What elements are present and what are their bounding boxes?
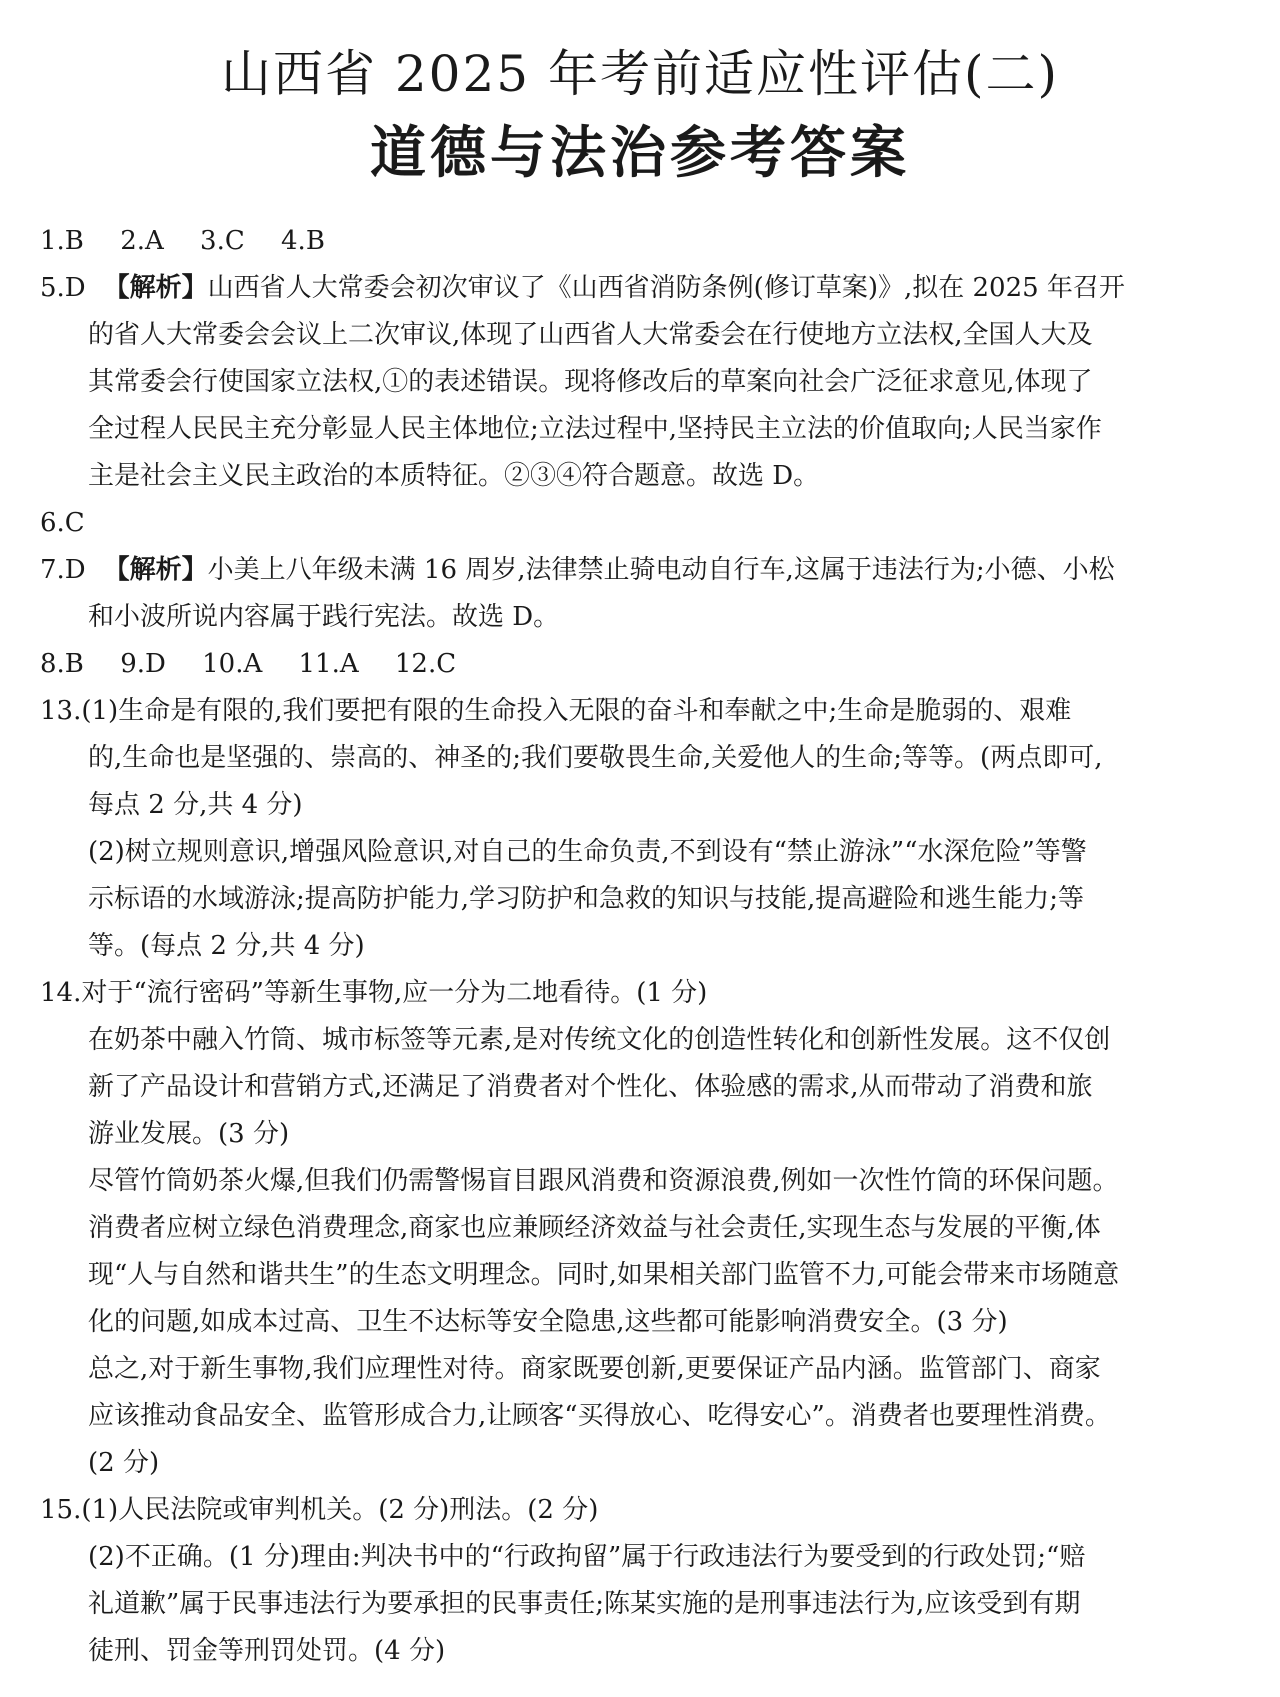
q5-text: 山西省人大常委会初次审议了《山西省消防条例(修订草案)》,拟在 2025 年召开	[207, 273, 1125, 303]
answer-item: 4.B	[281, 226, 325, 256]
q13-line-6: 等。(每点 2 分,共 4 分)	[88, 931, 365, 961]
q7-text: 小美上八年级未满 16 周岁,法律禁止骑电动自行车,这属于违法行为;小德、小松	[207, 555, 1115, 585]
answer-item: 3.C	[200, 226, 245, 256]
q13-line-2: 的,生命也是坚强的、崇高的、神圣的;我们要敬畏生命,关爱他人的生命;等等。(两点即可,	[88, 743, 1103, 773]
q5-line-5: 主是社会主义民主政治的本质特征。②③④符合题意。故选 D。	[88, 461, 820, 491]
q13-line-5: 示标语的水域游泳;提高防护能力,学习防护和急救的知识与技能,提高避险和逃生能力;等	[88, 884, 1085, 914]
q14-line-2: 在奶茶中融入竹筒、城市标签等元素,是对传统文化的创造性转化和创新性发展。这不仅创	[88, 1025, 1111, 1055]
q14-line-4: 游业发展。(3 分)	[88, 1119, 290, 1149]
q14-line-5: 尽管竹筒奶茶火爆,但我们仍需警惕盲目跟风消费和资源浪费,例如一次性竹筒的环保问题。	[88, 1166, 1119, 1196]
answer-item: 12.C	[394, 649, 457, 679]
q7-line-2: 和小波所说内容属于践行宪法。故选 D。	[88, 602, 560, 632]
answer-content	[40, 218, 1240, 1675]
q15-line-2: (2)不正确。(1 分)理由:判决书中的“行政拘留”属于行政违法行为要受到的行政处罚;“赔	[88, 1542, 1086, 1572]
q15-line-4: 徒刑、罚金等刑罚处罚。(4 分)	[88, 1636, 446, 1666]
q5-line-3: 其常委会行使国家立法权,①的表述错误。现将修改后的草案向社会广泛征求意见,体现了	[88, 367, 1093, 397]
answer-item: 10.A	[202, 649, 263, 679]
q14-number: 14.	[40, 978, 82, 1008]
q14-line-6: 消费者应树立绿色消费理念,商家也应兼顾经济效益与社会责任,实现生态与发展的平衡,体	[88, 1213, 1101, 1243]
q14-line-8: 化的问题,如成本过高、卫生不达标等安全隐患,这些都可能影响消费安全。(3 分)	[88, 1307, 1008, 1337]
q6-answer: 6.C	[40, 508, 85, 538]
answer-row-1-4	[40, 218, 1240, 265]
answer-item: 2.A	[120, 226, 164, 256]
q14-line-7: 现“人与自然和谐共生”的生态文明理念。同时,如果相关部门监管不力,可能会带来市场随意	[88, 1260, 1120, 1290]
q7-number: 7.D	[40, 555, 86, 585]
q7-analysis-tag: 【解析】	[103, 555, 208, 585]
q5-line-1	[40, 265, 1240, 312]
answer-item: 8.B	[40, 649, 84, 679]
q15-line-3: 礼道歉”属于民事违法行为要承担的民事责任;陈某实施的是刑事违法行为,应该受到有期	[88, 1589, 1081, 1619]
q14-line-11: (2 分)	[88, 1448, 160, 1478]
q14-line-1	[40, 970, 1240, 1017]
q13-text: (1)生命是有限的,我们要把有限的生命投入无限的奋斗和奉献之中;生命是脆弱的、艰难	[81, 696, 1072, 726]
q5-analysis-tag: 【解析】	[103, 273, 208, 303]
document-title: 山西省 2025 年考前适应性评估(二)	[220, 45, 1060, 103]
q5-line-4: 全过程人民民主充分彰显人民主体地位;立法过程中,坚持民主立法的价值取向;人民当家作	[88, 414, 1102, 444]
q13-line-1	[40, 688, 1240, 735]
q5-number: 5.D	[40, 273, 86, 303]
q13-number: 13.	[40, 696, 82, 726]
q15-line-1	[40, 1487, 1240, 1534]
q13-line-4: (2)树立规则意识,增强风险意识,对自己的生命负责,不到设有“禁止游泳”“水深危险”等警	[88, 837, 1087, 867]
q13-line-3: 每点 2 分,共 4 分)	[88, 790, 303, 820]
q14-line-9: 总之,对于新生事物,我们应理性对待。商家既要创新,更要保证产品内涵。监管部门、商家	[88, 1354, 1101, 1384]
q5-line-2: 的省人大常委会会议上二次审议,体现了山西省人大常委会在行使地方立法权,全国人大及	[88, 320, 1093, 350]
q7-line-1	[40, 547, 1240, 594]
q15-text: (1)人民法院或审判机关。(2 分)刑法。(2 分)	[81, 1495, 599, 1525]
q14-line-3: 新了产品设计和营销方式,还满足了消费者对个性化、体验感的需求,从而带动了消费和旅	[88, 1072, 1093, 1102]
document-subtitle: 道德与法治参考答案	[370, 120, 910, 186]
q14-text: 对于“流行密码”等新生事物,应一分为二地看待。(1 分)	[81, 978, 708, 1008]
answer-item: 9.D	[120, 649, 166, 679]
q14-line-10: 应该推动食品安全、监管形成合力,让顾客“买得放心、吃得安心”。消费者也要理性消费。	[88, 1401, 1111, 1431]
answer-item: 11.A	[298, 649, 359, 679]
q15-number: 15.	[40, 1495, 82, 1525]
answer-item: 1.B	[40, 226, 84, 256]
answer-row-8-12	[40, 641, 1240, 688]
